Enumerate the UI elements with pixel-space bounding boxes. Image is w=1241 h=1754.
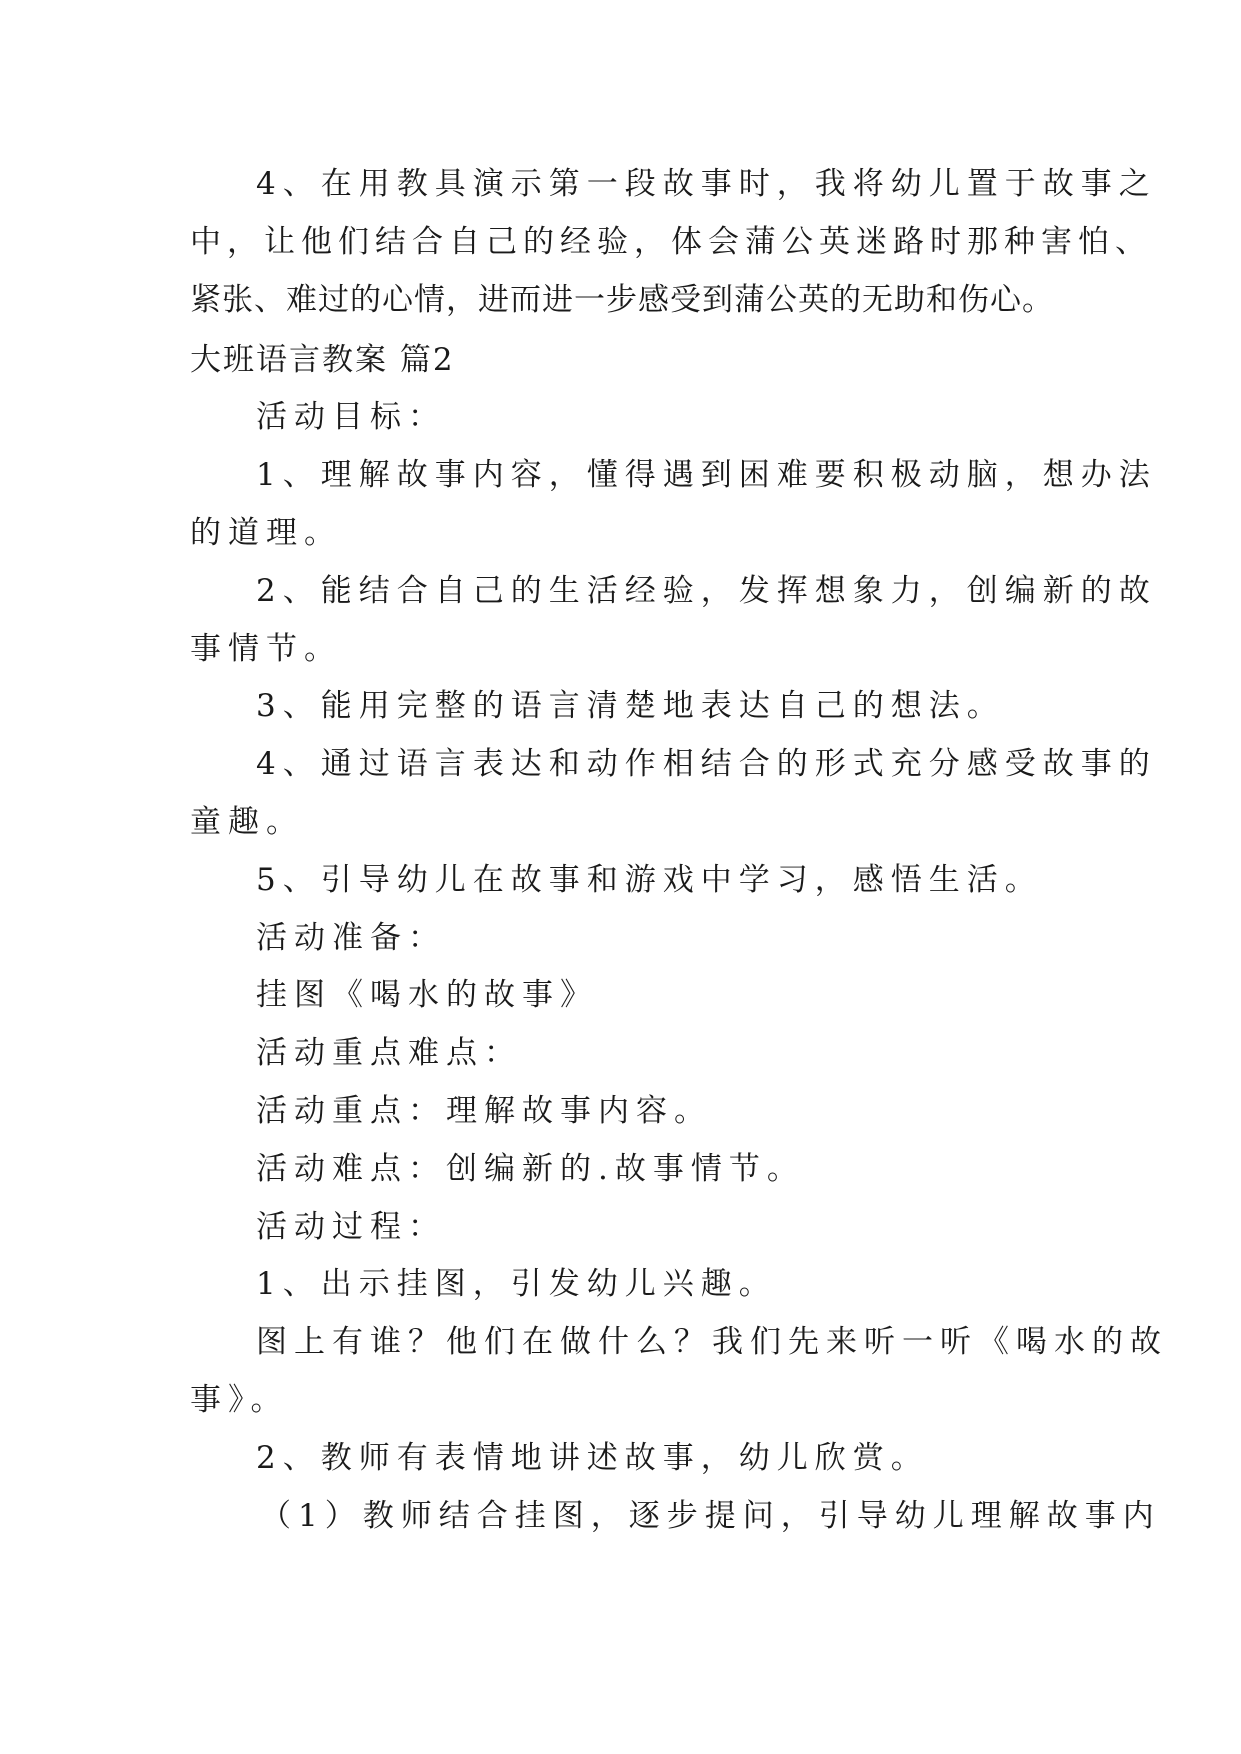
paragraph-line: 4、在用教具演示第一段故事时，我将幼儿置于故事之 — [256, 166, 1157, 202]
paragraph-line: 童趣。 — [190, 804, 304, 840]
paragraph-line: （1）教师结合挂图，逐步提问，引导幼儿理解故事内 — [260, 1498, 1161, 1534]
paragraph-line: 5、引导幼儿在故事和游戏中学习，感悟生活。 — [256, 862, 1043, 898]
paragraph-line: 挂图《喝水的故事》 — [256, 977, 598, 1013]
paragraph-line: 图上有谁？他们在做什么？我们先来听一听《喝水的故 — [256, 1324, 1168, 1360]
paragraph-line: 活动准备： — [256, 920, 446, 956]
paragraph-line: 紧张、难过的心情，进而进一步感受到蒲公英的无助和伤心。 — [190, 282, 1054, 318]
paragraph-line: 事》。 — [190, 1382, 289, 1418]
paragraph-line: 活动难点：创编新的.故事情节。 — [256, 1151, 805, 1187]
paragraph-line: 活动重点难点： — [256, 1035, 522, 1071]
paragraph-line: 2、教师有表情地讲述故事，幼儿欣赏。 — [256, 1440, 929, 1476]
paragraph-line: 中，让他们结合自己的经验，体会蒲公英迷路时那种害怕、 — [190, 224, 1152, 260]
paragraph-line: 活动目标： — [256, 399, 446, 435]
paragraph-line: 4、通过语言表达和动作相结合的形式充分感受故事的 — [256, 746, 1157, 782]
paragraph-line: 1、理解故事内容，懂得遇到困难要积极动脑，想办法 — [256, 457, 1157, 493]
paragraph-line: 2、能结合自己的生活经验，发挥想象力，创编新的故 — [256, 573, 1157, 609]
paragraph-line: 活动过程： — [256, 1209, 446, 1245]
section-heading: 大班语言教案 篇2 — [190, 342, 455, 378]
paragraph-line: 1、出示挂图，引发幼儿兴趣。 — [256, 1266, 777, 1302]
paragraph-line: 3、能用完整的语言清楚地表达自己的想法。 — [256, 688, 1005, 724]
paragraph-line: 事情节。 — [190, 631, 342, 667]
paragraph-line: 的道理。 — [190, 515, 342, 551]
paragraph-line: 活动重点：理解故事内容。 — [256, 1093, 712, 1129]
